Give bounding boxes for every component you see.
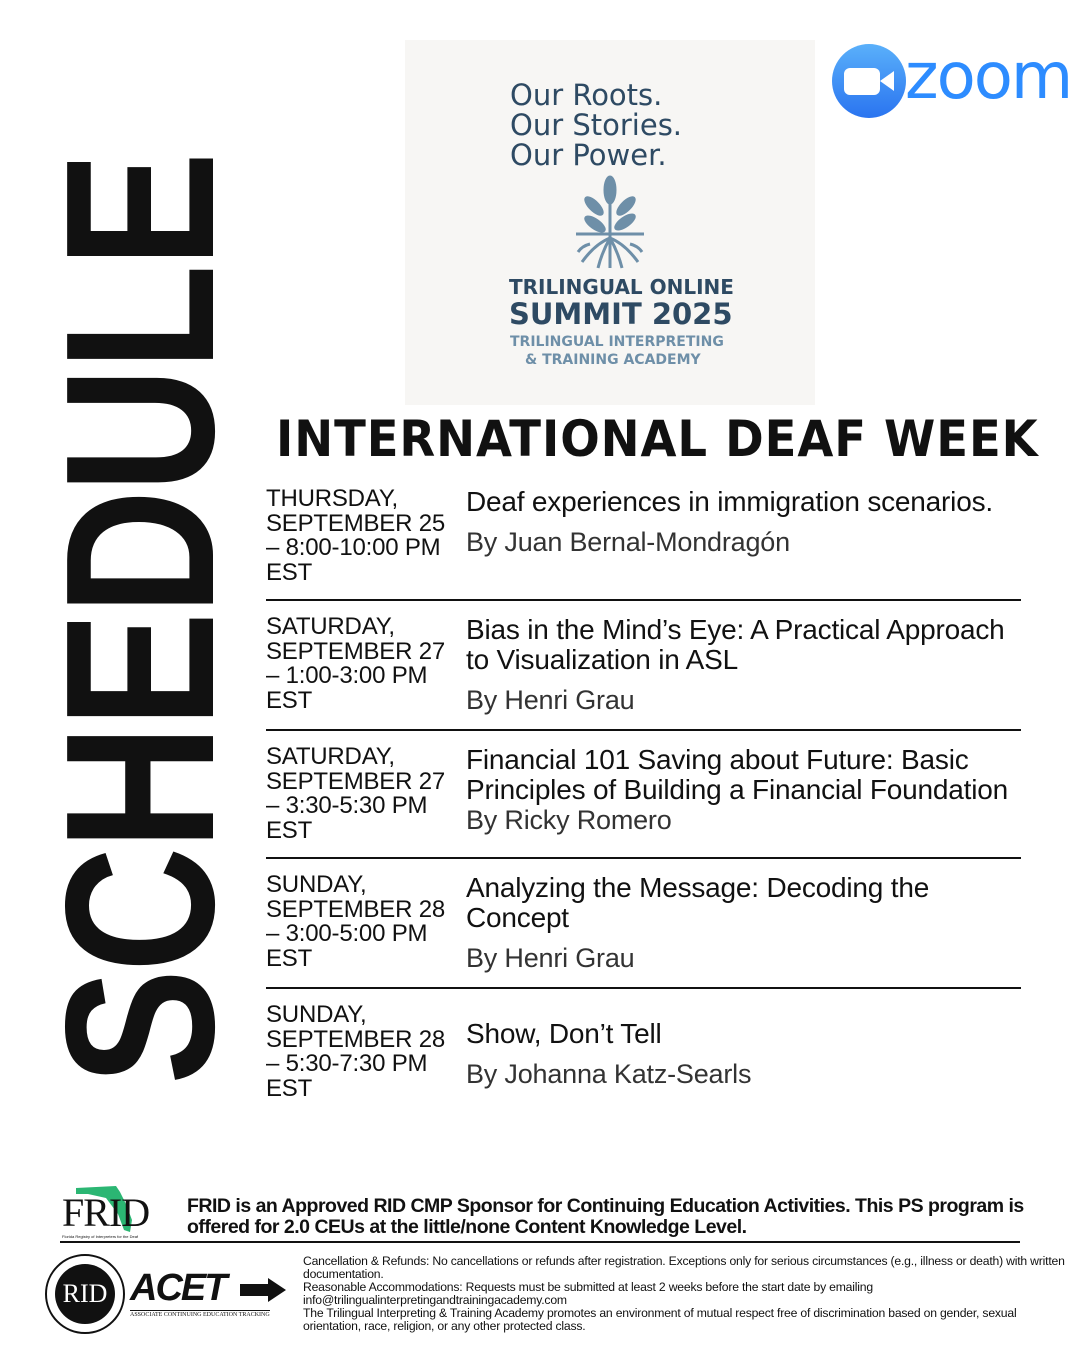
session-row <box>266 1003 1021 1101</box>
session-row <box>266 487 1021 601</box>
session-date: SATURDAY, SEPTEMBER 27 – 1:00-3:00 PM EST <box>266 613 445 714</box>
session-date: SATURDAY, SEPTEMBER 27 – 3:30-5:30 PM EST <box>266 743 445 844</box>
session-row <box>266 873 1021 989</box>
session-date: SUNDAY, SEPTEMBER 28 – 5:30-7:30 PM EST <box>266 1001 445 1102</box>
org-name-line1: TRILINGUAL INTERPRETING <box>510 334 724 350</box>
rid-logo: RID <box>45 1254 125 1334</box>
event-name-line2: SUMMIT 2025 <box>509 297 733 331</box>
session-presenter: By Johanna Katz-Searls <box>466 1059 752 1089</box>
session-presenter: By Ricky Romero <box>466 805 672 835</box>
session-title: Analyzing the Message: Decoding the Concept <box>466 872 930 933</box>
event-name-line1: TRILINGUAL ONLINE <box>509 275 734 299</box>
schedule-vertical-title: SCHEDULE <box>21 155 258 1085</box>
session-title: Bias in the Mind’s Eye: A Practical Approach to Visualization in ASL <box>466 614 1005 675</box>
tagline-1: Our Roots. <box>510 78 663 112</box>
page-heading: INTERNATIONAL DEAF WEEK <box>276 410 1039 468</box>
session-date: SUNDAY, SEPTEMBER 28 – 3:00-5:00 PM EST <box>266 871 445 972</box>
summit-logo <box>405 40 815 405</box>
session-row <box>266 745 1021 859</box>
tagline-2: Our Stories. <box>510 108 683 142</box>
session-title: Deaf experiences in immigration scenarios. <box>466 486 993 517</box>
org-name-line2: & TRAINING ACADEMY <box>525 352 701 368</box>
fine-print <box>303 1255 1073 1333</box>
session-title: Financial 101 Saving about Future: Basic Principles of Building a Financial Foundation <box>466 744 1008 805</box>
zoom-logo-text: zoom <box>905 40 1072 114</box>
session-row <box>266 615 1021 731</box>
acet-logo: ACET ASSOCIATE CONTINUING EDUCATION TRACKING <box>130 1270 292 1320</box>
plant-roots-icon <box>570 172 650 272</box>
accommodations-policy: Reasonable Accommodations: Requests must be submitted at least 2 weeks before the start date by emailing info@trilingualinterpretingandtrainingacademy.com <box>303 1280 873 1307</box>
frid-logo: FRID Florida Registry of Interpreters for the Deaf <box>62 1184 162 1240</box>
cancellation-policy: Cancellation & Refunds: No cancellations or refunds after registration. Exceptions only for serious circumstances (e.g., illness or death) with written documentation. <box>303 1254 1065 1281</box>
session-presenter: By Juan Bernal-Mondragón <box>466 527 790 557</box>
session-presenter: By Henri Grau <box>466 685 635 715</box>
session-presenter: By Henri Grau <box>466 943 635 973</box>
schedule-list <box>266 487 1021 1101</box>
divider <box>60 1241 1020 1243</box>
tagline-3: Our Power. <box>510 138 667 172</box>
zoom-camera-icon <box>832 44 906 118</box>
frid-statement: FRID is an Approved RID CMP Sponsor for Continuing Education Activities. This PS program is offered for 2.0 CEUs at the little/none Content Knowledge Level. <box>187 1195 1024 1238</box>
session-date: THURSDAY, SEPTEMBER 25 – 8:00-10:00 PM EST <box>266 485 445 586</box>
arrow-right-icon <box>240 1284 270 1296</box>
session-title: Show, Don’t Tell <box>466 1018 662 1049</box>
nondiscrimination-policy: The Trilingual Interpreting & Training Academy promotes an environment of mutual respect free of discrimination based on gender, sexual orientation, race, religion, or any other protected class. <box>303 1306 1017 1333</box>
